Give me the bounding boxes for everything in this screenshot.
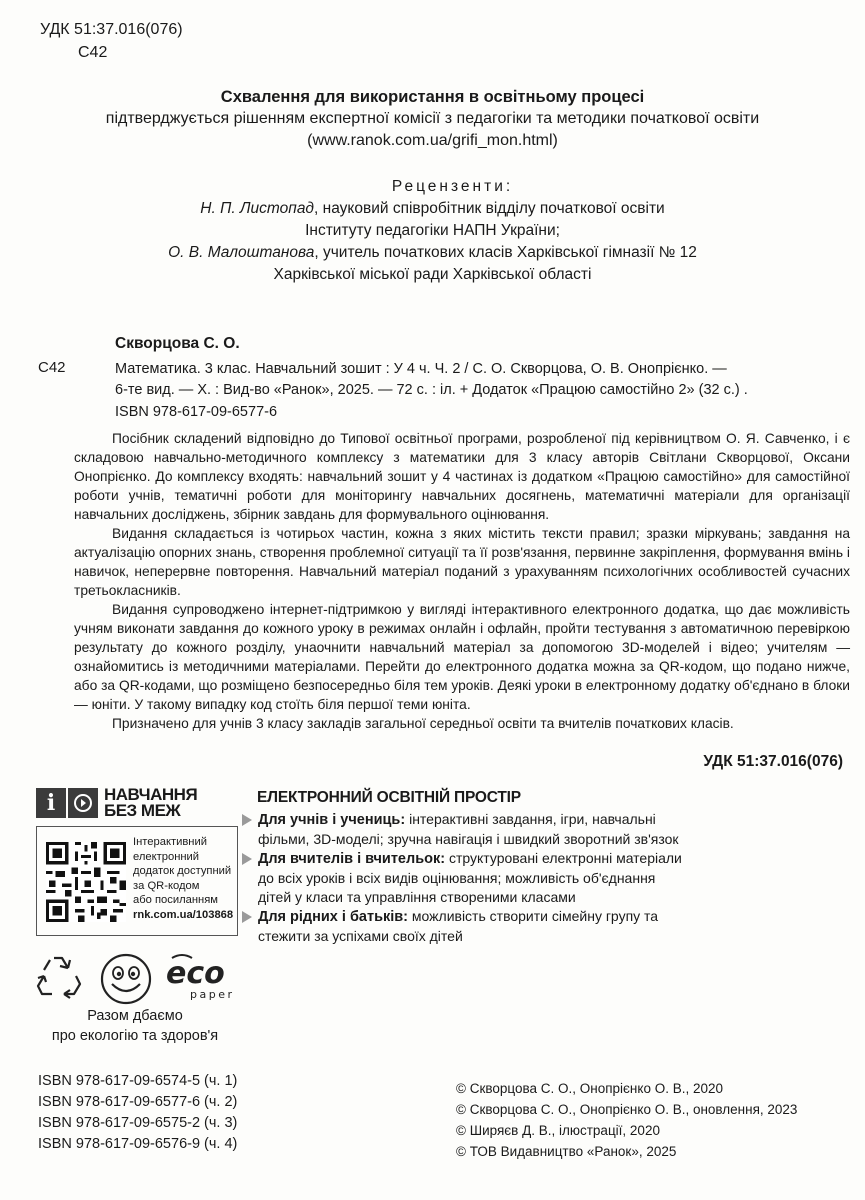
play-arrow-icon [68,788,98,818]
reviewer-1-position: , науковий співробітник відділу початкової освіти [314,200,665,217]
triangle-bullet-icon [242,814,252,826]
triangle-bullet-icon [242,853,252,865]
eop-list [240,810,690,946]
eop-item-label: Для вчителів і вчительок: [258,851,446,867]
reviewers-heading: Рецензенти: [391,178,514,195]
eco-caption [20,1006,250,1046]
qr-caption-line: додаток доступний [133,865,232,878]
annotation-paragraph: Призначено для учнів 3 класу закладів загальної середньої освіти та вчителів початкових класів. [112,716,734,731]
biblio-code: С42 [38,359,66,376]
reviewer-1 [0,198,865,220]
approval-text: підтверджується рішенням експертної комісії з педагогіки та методики початкової освіти [105,110,760,127]
copyright-entry: © Скворцова С. О., Онопрієнко О. В., оновлення, 2023 [456,1102,798,1117]
annotation [74,429,850,733]
info-letter-icon: і [36,788,66,818]
copyright-entry: © ТОВ Видавництво «Ранок», 2025 [456,1144,677,1159]
reviewers-block [0,176,865,286]
approval-block [0,86,865,152]
annotation-paragraph: Видання складається із чотирьох частин, кожна з яких містить тексти правил; зразки міркувань; завдання на актуалізацію опорних знань, створення проблемної ситуації та її розв'язання, первинне закріплення, формування вмінь і навичок, неперервне повторення. Навчальний матеріал поданий з урахуванням психологічних особливостей сучасних третьокласників. [74,526,850,598]
qr-caption-line: або посиланням [133,894,218,907]
smiley-icon [102,955,150,1003]
copyright-list [456,1078,797,1162]
reviewer-2-affiliation: Харківської міської ради Харківської області [273,266,592,283]
eop-item-parents [240,907,690,946]
qr-caption-line: електронний [133,850,200,863]
reviewer-1-name: Н. П. Листопад [200,200,315,217]
biblio-isbn: ISBN 978-617-09-6577-6 [115,404,278,420]
udk-footer: УДК 51:37.016(076) [703,753,843,770]
approval-url: (www.ranok.com.ua/grifi_mon.html) [307,132,558,149]
qr-block [36,826,238,936]
reviewer-2-position: , учитель початкових класів Харківської гімназії № 12 [314,244,697,261]
reviewer-2-name: О. В. Малоштанова [168,244,315,261]
eop-title: ЕЛЕКТРОННИЙ ОСВІТНІЙ ПРОСТІР [257,789,521,806]
annotation-paragraph: Посібник складений відповідно до Типової освітньої програми, розробленої під керівництвом О. Я. Савченко, і є складовою навчально-методичного комплексу з математики для 3 класу авторів Світлани Скворцової, Оксани Онопрієнко. До комплексу входять: навчальний зошит у 4 частинах із додатком «Працюю самостійно» для самостійної роботи учнів, тематичні роботи для моніторингу навчальних досягнень, математичні матеріали для організації навчальних досліджень, збірник завдань для формувального оцінювання. [74,431,850,522]
biblio-author: Скворцова С. О. [115,335,240,352]
copyright-entry: © Скворцова С. О., Онопрієнко О. В., 2020 [456,1081,723,1096]
qr-link[interactable]: rnk.com.ua/103868 [133,908,234,921]
eop-item-label: Для учнів і учениць: [258,812,406,828]
eop-item-label: Для рідних і батьків: [258,909,409,925]
eco-logo-text: eco [166,956,225,991]
biblio-description [115,359,835,401]
annotation-paragraph: Видання супроводжено інтернет-підтримкою у вигляді інтерактивного електронного додатка, що дає можливість учням виконати завдання до кожного уроку в режимах онлайн і офлайн, пройти тестування з автоматичною перевіркою результату до кожного розділу, унаочнити навчальний матеріал за допомогою 3D-моделей і відео; учителям — ознайомитись із методичними матеріалами. Перейти до електронного додатка можна за QR-кодом, що подано нижче, або за QR-кодами, що розміщено безпосередньо біля тем уроків. Деякі уроки в електронному додатку об'єднано в блоки — юніти. У такому випадку код стоїть біля першої теми юніта. [74,602,850,712]
biblio-line-2: 6-те вид. — Х. : Вид-во «Ранок», 2025. — 72 с. : іл. + Додаток «Працюю самостійно 2» (32 с.) . [115,382,748,398]
reviewer-1-affiliation: Інституту педагогіки НАПН України; [305,222,560,239]
eco-logo-sub: paper [190,988,235,1001]
eco-caption-line-1: Разом дбаємо [87,1008,183,1024]
logo-line-1: НАВЧАННЯ [104,785,198,804]
isbn-entry: ISBN 978-617-09-6577-6 (ч. 2) [38,1094,238,1110]
eop-item-students [240,810,690,849]
qr-caption-line: за QR-кодом [133,879,200,892]
udk-code: УДК 51:37.016(076) [40,21,183,38]
recycle-icon [38,958,80,998]
eop-item-text: структуровані електронні матеріали до всіх уроків і всіх видів оцінювання; можливість об'єднання дітей у класи та управління створеними класами [258,850,682,905]
isbn-entry: ISBN 978-617-09-6574-5 (ч. 1) [38,1073,238,1089]
approval-title: Схвалення для використання в освітньому процесі [220,88,645,106]
author-code: С42 [78,44,108,61]
qr-caption-line: Інтерактивний [133,836,207,848]
qr-caption [133,835,238,923]
eco-paper-logo [166,955,235,1001]
qr-code-icon[interactable] [46,842,126,922]
navchannia-logo [36,787,238,819]
reviewer-2 [0,242,865,264]
biblio-line-1: Математика. 3 клас. Навчальний зошит : У 4 ч. Ч. 2 / С. О. Скворцова, О. В. Онопрієнко. — [115,361,727,377]
isbn-list [38,1071,237,1155]
isbn-entry: ISBN 978-617-09-6576-9 (ч. 4) [38,1136,238,1152]
udk-header [40,18,183,64]
copyright-entry: © Ширяєв Д. В., ілюстрації, 2020 [456,1123,660,1138]
eco-icons [32,950,242,1008]
triangle-bullet-icon [242,911,252,923]
eop-item-teachers [240,849,690,907]
eop-item-text: можливість створити сімейну групу та стежити за успіхами своїх дітей [258,908,659,944]
eop-item-text: інтерактивні завдання, ігри, навчальні фільми, 3D-моделі; зручна навігація і швидкий зворотний зв'язок [258,811,679,847]
eco-caption-line-2: про екологію та здоров'я [51,1028,219,1044]
logo-line-2: БЕЗ МЕЖ [104,801,181,820]
isbn-entry: ISBN 978-617-09-6575-2 (ч. 3) [38,1115,238,1131]
logo-wordmark [104,787,197,819]
